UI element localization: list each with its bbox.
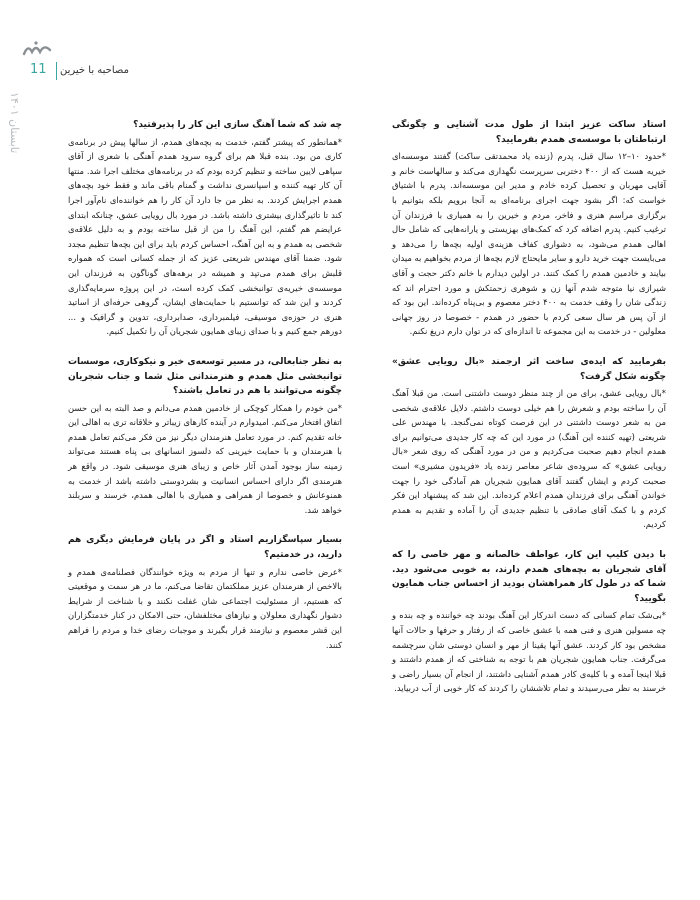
magazine-logo-icon [22, 40, 52, 58]
page-number: 11 [30, 62, 47, 77]
interview-question: بسیار سپاسگزاریم استاد و اگر در پایان فرمایش دیگری هم دارید، در خدمتیم؟ [68, 535, 342, 561]
interview-answer: *عرض خاصی ندارم و تنها از مردم به ویژه خوانندگان فصلنامه‌ی همدم و بالاخص از هنرمندان عزیز مملکتمان تقاضا می‌کنم، ما در هر سمت و موقعیتی که هستیم، از مسئولیت اجتماعی شان غفلت نکنند و با شناخت از شرایط دشوار نگهداری معلولان و نیازهای مختلفشان، حتی الامکان در کنار خدمتگزاران این قشر معصوم و نیازمند قرار بگیرند و موجبات رضای خدا و مردم را فراهم کنند. [68, 566, 342, 650]
left-column [68, 118, 342, 652]
interview-answer: *بی‌شک تمام کسانی که دست اندرکار این آهنگ بودند چه خواننده و چه بنده و چه مسولین هنری و فنی همه با عشق خاصی که از رفتار و حرفها و حالات آنها مشخص بود کار کردند. عشق آنها یقینا از مهر و انسان دوستی شان سرچشمه می‌گرفت. جناب همایون شجریان هم با توجه به شناختی که از همدم داشتند و قبلا اینجا آمده و با کلیه‌ی کادر همدم آشنایی داشتند، از انجام آن بسیار راضی و خرسند به نظر می‌رسیدند و تمام تلاششان را کردند که کار خوبی از آب دربیاید. [392, 610, 666, 694]
interview-answer: *حدود ۱۰–۱۲ سال قبل، پدرم (زنده یاد محمدتقی ساکت) گفتند موسسه‌ای خیریه هست که از ۴۰۰ دختربی سرپرست نگهداری می‌کند و سالهاست خانم و آقایی مهربان و تحصیل کرده خادم و مدیر این موسسه‌اند. پدرم با اشتیاق خواست که: اگر بشود جهت اجرای برنامه‌ای به آنجا برویم بلکه بتوانیم با برگزاری مراسم هنری و فاخر، مردم و خیرین را به همیاری با فرزندان آن ترغیب کنیم. پدرم اضافه کرد که کمک‌های بهزیستی و یارانه‌هایی که شامل حال اهالی همدم می‌شود، به دشواری کفاف هزینه‌ی اولیه بچه‌ها را می‌دهد و می‌بایست جهت خرید دارو و سایر مایحتاج لازم بچه‌ها از مردم بخواهیم به میدان بیایند و خادمین همدم را کمک کنند. در اولین دیدارم با خانم دکتر حجت و آقای شیرازی نیا متوجه شدم آنها زن و شوهری زحمتکش و مورد احترام اند که زندگی شان را وقف خدمت به ۴۰۰ دختر معصوم و بی‌پناه کرده‌اند. این بود که از آن پس هر سال سعی کردم با حضور در همدم - خصوصا در روز جهانی معلولین - در خدمت به این مجموعه تا اندازه‌ای که در توان دارم دریغ نکنم. [392, 151, 667, 337]
section-title: مصاحبه با خیرین [60, 65, 129, 76]
issue-season-label: تابستان ۱۴۰۱ [8, 92, 21, 154]
right-column [392, 118, 666, 696]
interview-question: بفرمایید که ایده‌ی ساخت اثر ارجمند «بال رویایی عشق» چگونه شکل گرفت؟ [392, 356, 666, 382]
interview-answer: *من خودم را همکار کوچکی از خادمین همدم می‌دانم و صد البته به این حسن اتفاق افتخار می‌کنم. امیدوارم در آینده کارهای زیباتر و خلاقانه تری به اهالی این خانه تقدیم کنم. در مورد تعامل هنرمندان دیگر نیز من فکر می‌کنم تعامل همدم با هنرمندان و با حمایت خیرینی که دلسوز انسانهای بی پناه هستند می‌تواند زمینه ساز بوجود آمدن آثار خاص و زیبای هنری موسیقی شود. در واقع هر هنرمندی اگر دارای احساس انسانیت و بشردوستی داشته باشد از خدمت به همنوعانش و خصوصا از همراهی و همیاری با اهالی همدم، خرسند و سربلند خواهد شد. [68, 402, 342, 515]
interview-question: با دیدن کلیپ این کار، عواطف خالصانه و مهر خاصی را که آقای شجریان به بچه‌های همدم دارند، به خوبی می‌شود دید. شما که در طول کار همراهشان بودید از احساس جناب همایون بگویید؟ [392, 550, 666, 604]
interview-answer: *همانطور که پیشتر گفتم، خدمت به بچه‌های همدم، از سالها پیش در برنامه‌ی کاری من بود. بنده قبلا هم برای گروه سرود همدم آهنگی با شعری از آقای سپاهی لایین ساخته و تنظیم کرده بودم که در برنامه‌های مختلف اجرا شد. منتها آن کار تهیه کننده و اسپانسری نداشت و گمنام باقی ماند و فقط خود بچه‌های همدم اجرایش کردند. به نظر من جا دارد آن کار را هم خواننده‌ای نام‌آور اجرا کند تا تاثیرگذاری بیشتری داشته باشد. در مورد بال رویایی عشق، چنانکه ابتدای عرایضم هم گفتم، این آهنگ را من از قبل ساخته بودم و به دلیل علاقه‌ی شخصی به همدم و به این آهنگ، احساس کردم باید برای این بچه‌ها تنظیم مجدد شود. ضمنا آقای مهندس شریعتی عزیز که از جمله کسانی است که همواره قلبش برای همدم می‌تپد و همیشه در برهه‌های گوناگون به فرزندان این موسسه‌ی خیریه‌ی توانبخشی کمک کرده است، در این پروژه سرمایه‌گذاری کردند و این شد که توانستیم با حمایت‌های ایشان، گروهی حرفه‌ای از اساتید هنری در حوزه‌ی موسیقی، فیلمبرداری، صدابرداری، تدوین و گرافیک و ... دورهم جمع کنیم و با صدای زیبای همایون شجریان آن را تکمیل کنیم. [68, 136, 342, 337]
interview-answer: *بال رویایی عشق، برای من از چند منظر دوست داشتنی است. من قبلا آهنگ آن را ساخته بودم و شعرش را هم خیلی دوست داشتم. دلایل علاقه‌ی شخصی من به شعر دوست داشتنی در این فرصت کوتاه نمی‌گنجد. با مهندس علی شریعتی (تهیه کننده این آهنگ) در مورد این که چه کار جدیدی می‌توانیم برای همدم انجام دهیم صحبت می‌کردیم و من در مورد آهنگی که روی شعر «بال رویایی عشق» که سروده‌ی شاعر معاصر زنده یاد «فریدون مشیری» است صحبت کردم و ایشان گفتند آقای همایون شجریان هم آمادگی خود را جهت خواندن آهنگی برای فرزندان همدم اعلام کرده‌اند. این شد که پیشنهاد این فکر کردم و با کمک آقای صادقی با تنظیم جدیدی آن را آماده و تقدیم به همدم کردیم. [392, 388, 666, 530]
header-divider [56, 62, 57, 80]
interview-question: استاد ساکت عزیز ابتدا از طول مدت آشنایی و چگونگی ارتباطتان با موسسه‌ی همدم بفرمایید؟ [392, 120, 666, 145]
interview-question: به نظر جنابعالی، در مسیر توسعه‌ی خیر و نیکوکاری، موسسات توانبخشی مثل همدم و هنرمندانی مثل شما و جناب شجریان چگونه می‌توانند با هم در تعامل باشند؟ [68, 356, 342, 397]
interview-question: چه شد که شما آهنگ سازی این کار را پذیرفتید؟ [133, 120, 342, 130]
page-masthead [22, 40, 162, 100]
